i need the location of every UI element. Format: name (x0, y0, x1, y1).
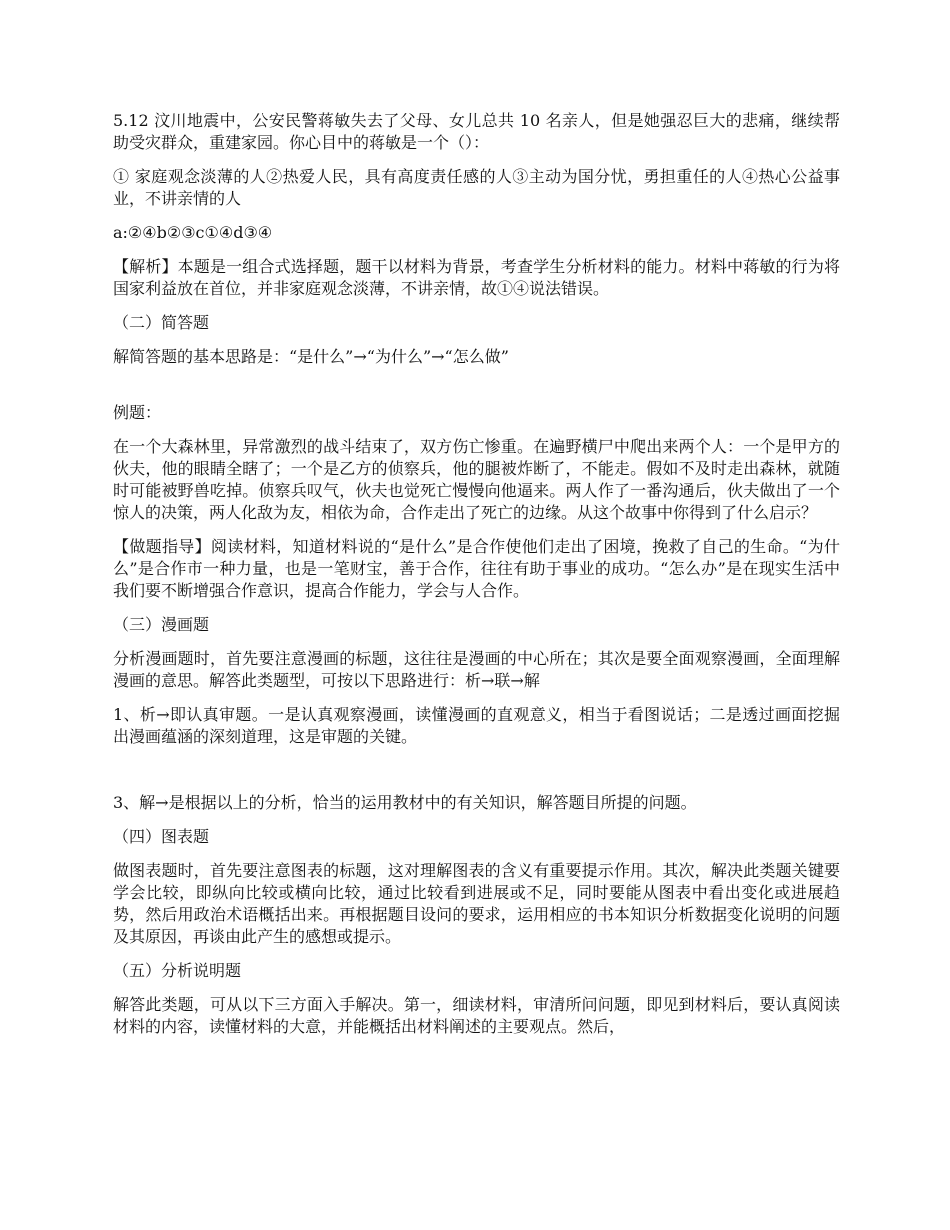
section-heading-analysis: （五）分析说明题 (113, 961, 242, 980)
question-intro: 5.12 汶川地震中，公安民警蒋敏失去了父母、女儿总共 10 名亲人，但是她强忍巨大的悲痛，继续帮助受灾群众，重建家园。你心目中的蒋敏是一个（）： (113, 111, 840, 152)
example-guide: 【做题指导】阅读材料，知道材料说的“是什么”是合作使他们走出了困境，挽救了自己的生命。“为什么”是合作市一种力量，也是一笔财宝，善于合作，往往有助于事业的成功。“怎么办”是在现实生活中我们要不断增强合作意识，提高合作能力，学会与人合作。 (113, 537, 840, 600)
comic-method: 分析漫画题时，首先要注意漫画的标题，这往往是漫画的中心所在；其次是要全面观察漫画，全面理解漫画的意思。解答此类题型，可按以下思路进行：析→联→解 (113, 649, 840, 690)
section-heading-chart: （四）图表题 (113, 827, 210, 846)
question-answer-choices: a:②④b②③c①④d③④ (113, 223, 273, 242)
comic-step-solve: 3、解→是根据以上的分析，恰当的运用教材中的有关知识，解答题目所提的问题。 (113, 793, 697, 812)
example-story: 在一个大森林里，异常激烈的战斗结束了，双方伤亡惨重。在遍野横尸中爬出来两个人：一个是甲方的伙夫，他的眼睛全瞎了；一个是乙方的侦察兵，他的腿被炸断了，不能走。假如不及时走出森林，就随时可能被野兽吃掉。侦察兵叹气，伙夫也觉死亡慢慢向他逼来。两人作了一番沟通后，伙夫做出了一个惊人的决策，两人化敌为友，相依为命，合作走出了死亡的边缘。从这个故事中你得到了什么启示？ (113, 437, 840, 522)
section-heading-short-answer: （二）简答题 (113, 313, 210, 332)
chart-method: 做图表题时，首先要注意图表的标题，这对理解图表的含义有重要提示作用。其次，解决此类题关键要学会比较，即纵向比较或横向比较，通过比较看到进展或不足，同时要能从图表中看出变化或进展趋势，然后用政治术语概括出来。再根据题目设问的要求，运用相应的书本知识分析数据变化说明的问题及其原因，再谈由此产生的感想或提示。 (113, 861, 840, 946)
question-options: ① 家庭观念淡薄的人②热爱人民，具有高度责任感的人③主动为国分忧，勇担重任的人④热心公益事业，不讲亲情的人 (113, 167, 840, 208)
section-heading-comic: （三）漫画题 (113, 615, 210, 634)
comic-step-analyze: 1、析→即认真审题。一是认真观察漫画，读懂漫画的直观意义，相当于看图说话；二是透过画面挖掘出漫画蕴涵的深刻道理，这是审题的关键。 (113, 705, 840, 746)
analysis-method: 解答此类题，可从以下三方面入手解决。第一，细读材料，审清所问问题，即见到材料后，要认真阅读材料的内容，读懂材料的大意，并能概括出材料阐述的主要观点。然后， (113, 995, 840, 1036)
example-label: 例题： (113, 403, 162, 422)
document-page (113, 110, 840, 1050)
short-answer-method: 解简答题的基本思路是：“是什么”→“为什么”→“怎么做” (113, 347, 509, 366)
question-analysis: 【解析】本题是一组合式选择题，题干以材料为背景，考查学生分析材料的能力。材料中蒋敏的行为将国家利益放在首位，并非家庭观念淡薄，不讲亲情，故①④说法错误。 (113, 257, 840, 298)
